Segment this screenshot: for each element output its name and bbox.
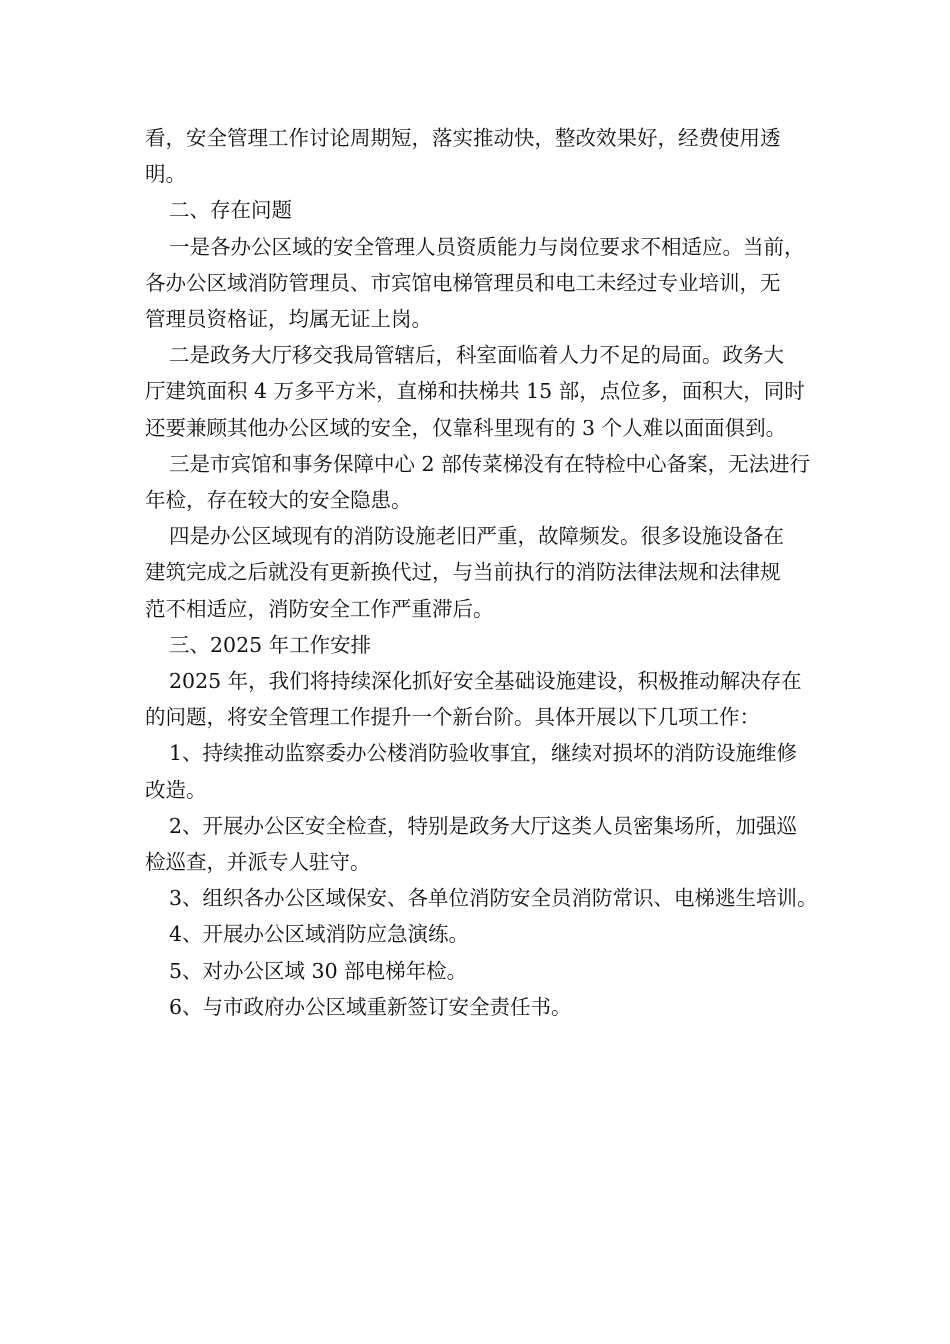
text-line: 建筑完成之后就没有更新换代过，与当前执行的消防法律法规和法律规: [145, 560, 781, 585]
text-line: 范不相适应，消防安全工作严重滞后。: [145, 596, 494, 621]
section-heading-2025-plan: [145, 627, 810, 663]
text-line: 年检，存在较大的安全隐患。: [145, 488, 412, 513]
heading-text: 三、2025 年工作安排: [169, 632, 372, 657]
text-line: 1、持续推动监察委办公楼消防验收事宜，继续对损坏的消防设施维修: [169, 741, 798, 766]
text-line: 的问题，将安全管理工作提升一个新台阶。具体开展以下几项工作：: [145, 705, 760, 730]
text-line: 3、组织各办公区域保安、各单位消防安全员消防常识、电梯逃生培训。: [169, 886, 818, 911]
text-line: 看，安全管理工作讨论周期短，落实推动快，整改效果好，经费使用透: [145, 126, 781, 150]
plan-item-1: [145, 735, 810, 807]
section-heading-problems: [145, 192, 810, 228]
paragraph-problem-4: [145, 518, 810, 627]
text-line: 还要兼顾其他办公区域的安全，仅靠科里现有的 3 个人难以面面俱到。: [145, 415, 787, 440]
text-line: 各办公区域消防管理员、市宾馆电梯管理员和电工未经过专业培训，无: [145, 270, 781, 295]
text-line: 四是办公区域现有的消防设施老旧严重，故障频发。很多设施设备在: [169, 524, 784, 549]
text-line: 明。: [145, 162, 186, 187]
text-line: 5、对办公区域 30 部电梯年检。: [169, 958, 468, 983]
paragraph-problem-2: [145, 337, 810, 446]
text-line: 2025 年，我们将持续深化抓好安全基础设施建设，积极推动解决存在: [169, 669, 802, 694]
plan-item-6: [145, 989, 810, 1025]
text-line: 厅建筑面积 4 万多平方米，直梯和扶梯共 15 部，点位多，面积大，同时: [145, 379, 805, 404]
text-line: 4、开展办公区域消防应急演练。: [169, 922, 470, 947]
heading-text: 二、存在问题: [169, 198, 292, 223]
paragraph-problem-1: [145, 229, 810, 338]
plan-item-2: [145, 808, 810, 880]
plan-item-3: [145, 880, 818, 916]
paragraph-continuation: [145, 120, 810, 192]
text-line: 一是各办公区域的安全管理人员资质能力与岗位要求不相适应。当前，: [169, 234, 805, 259]
plan-item-5: [145, 953, 810, 989]
text-line: 检巡查，并派专人驻守。: [145, 850, 371, 875]
paragraph-plan-intro: [145, 663, 810, 735]
plan-item-4: [145, 916, 810, 952]
text-line: 二是政务大厅移交我局管辖后，科室面临着人力不足的局面。政务大: [169, 343, 784, 368]
document-body: [145, 120, 818, 1025]
text-line: 2、开展办公区安全检查，特别是政务大厅这类人员密集场所，加强巡: [169, 813, 798, 838]
text-line: 管理员资格证，均属无证上岗。: [145, 307, 432, 332]
paragraph-problem-3: [145, 446, 810, 518]
text-line: 6、与市政府办公区域重新签订安全责任书。: [169, 994, 572, 1019]
text-line: 改造。: [145, 777, 207, 802]
text-line: 三是市宾馆和事务保障中心 2 部传菜梯没有在特检中心备案，无法进行: [169, 451, 811, 476]
